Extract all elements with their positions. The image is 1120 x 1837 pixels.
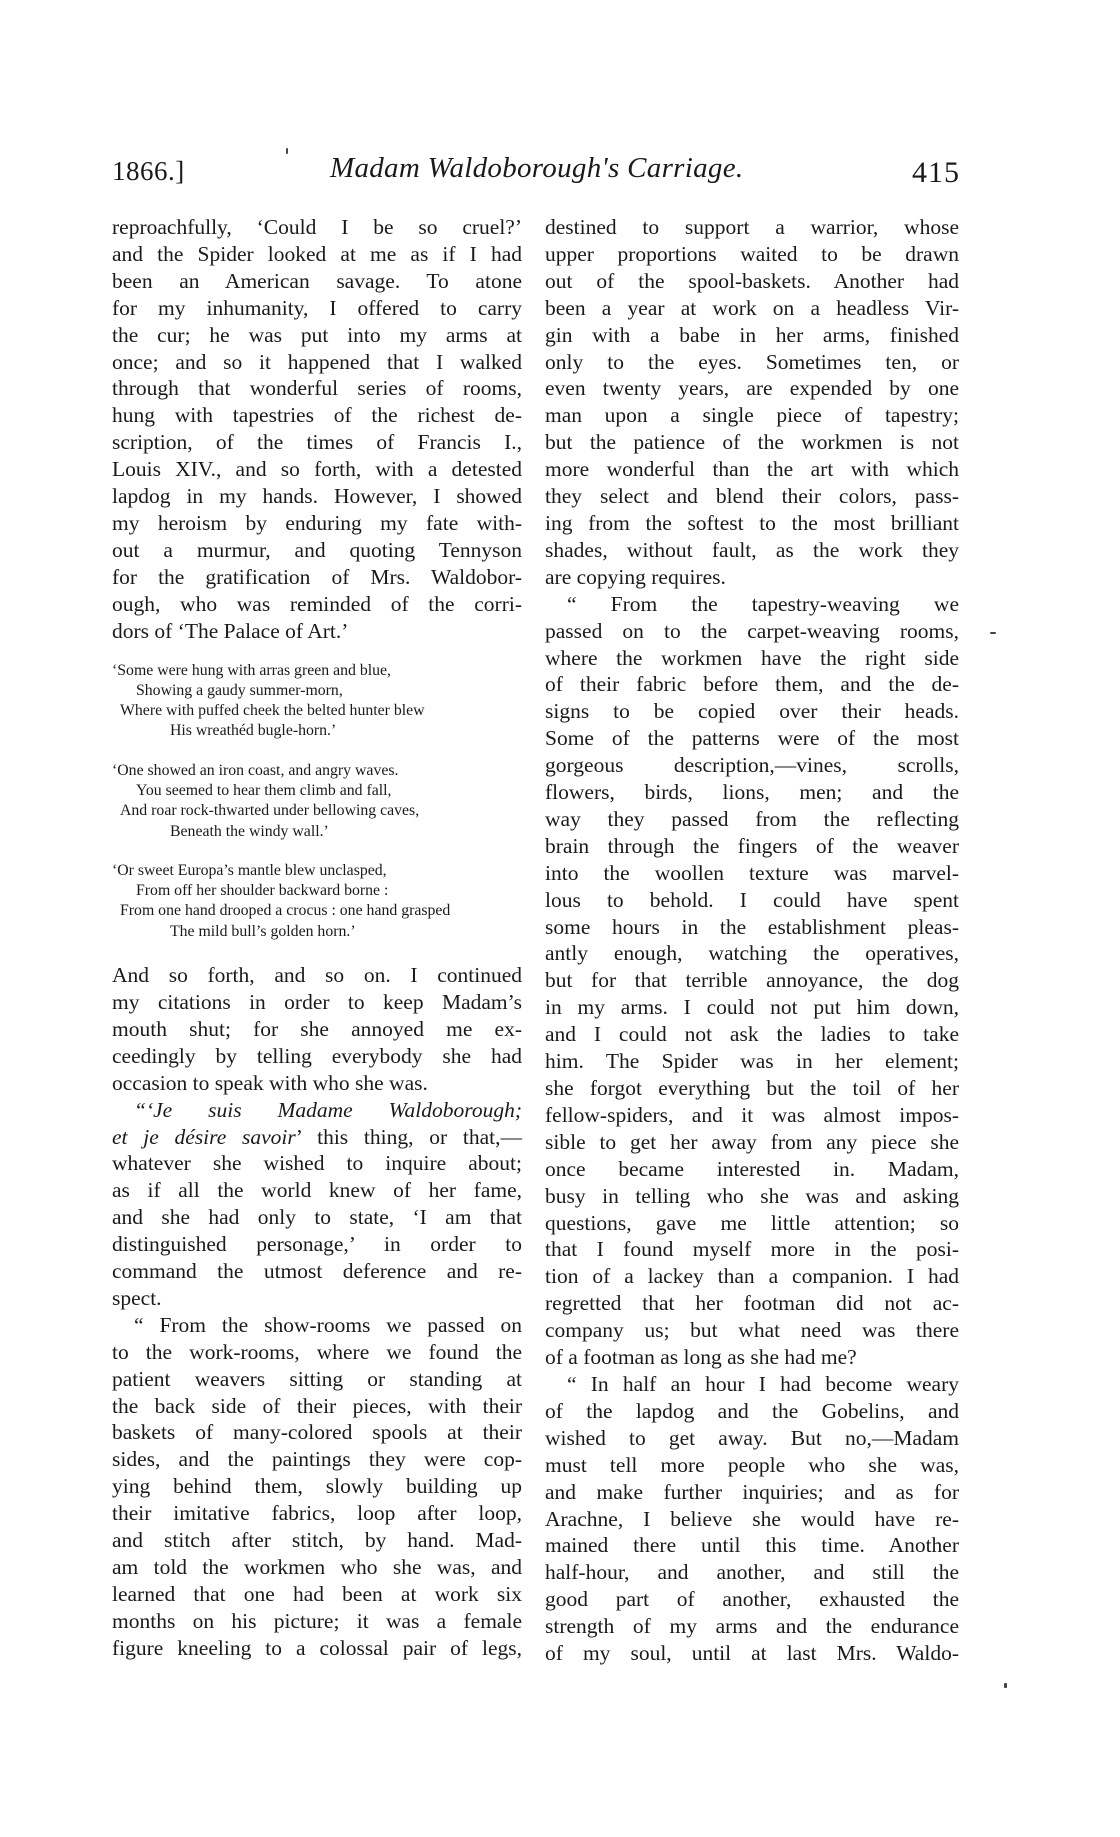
text-line: flowers, birds, lions, men; and the [545,780,959,805]
text-line: she forgot everything but the toil of her [545,1076,959,1100]
text-line: fellow-spiders, and it was almost impos- [545,1102,959,1127]
paragraph [545,591,959,1371]
text-line: figure kneeling to a colossal pair of legs, [112,1635,522,1660]
verse-line: From off her shoulder backward borne : [136,882,389,900]
text-line: and I could not ask the ladies to take [545,1022,959,1047]
text-line: for the gratification of Mrs. Waldobor- [112,564,522,589]
running-header [112,152,960,196]
text-line: sible to get her away from any piece she [545,1129,959,1154]
text-line: once became interested in. Madam, [545,1156,959,1181]
text-line: distinguished personage,’ in order to [112,1232,522,1257]
paragraph [112,962,522,1097]
verse-line: The mild bull’s golden horn.’ [170,922,356,940]
text-line: passed on to the carpet-weaving rooms, [545,618,959,643]
text-line: been an American savage. To atone [112,268,522,293]
text-line: ing from the softest to the most brilliant [545,510,959,535]
text-line: Some of the patterns were of the most [545,726,959,751]
text-line: half-hour, and another, and still the [545,1560,959,1585]
text-line: lous to behold. I could have spent [545,887,959,912]
stanza [112,661,522,742]
italic-quote: et je désire savoir [112,1124,296,1149]
text-line: am told the workmen who she was, and [112,1555,522,1579]
text-line: command the utmost deference and re- [112,1259,522,1284]
verse-line: You seemed to hear them climb and fall, [136,781,392,799]
text-line: of a footman as long as she had me? [545,1345,857,1370]
text-line: that I found myself more in the posi- [545,1237,959,1262]
text-line: mained there until this time. Another [545,1533,959,1558]
text-line: good part of another, exhausted the [545,1587,959,1612]
text-line: must tell more people who she was, [545,1452,959,1477]
text-line: hung with tapestries of the richest de- [112,403,522,428]
text-line: destined to support a warrior, whose [545,215,959,239]
text-line: in my arms. I could not put him down, [545,995,959,1020]
running-title: Madam Waldoborough's Carriage. [330,152,744,184]
text-line: to the work-rooms, where we found the [112,1339,522,1364]
scan-speck [990,632,996,634]
text-line: whatever she wished to inquire about; [112,1151,522,1176]
verse-line: Where with puffed cheek the belted hunter blew [120,702,425,720]
text-line: way they passed from the reflecting [545,806,959,831]
paragraph [112,1097,522,1312]
text-line: baskets of many-colored spools at their [112,1420,522,1445]
text-line: signs to be copied over their heads. [545,699,959,724]
text-line: of my soul, until at last Mrs. Waldo- [545,1641,959,1666]
text-line: company us; but what need was there [545,1318,959,1343]
text-line: even twenty years, are expended by one [545,376,959,401]
right-column [545,214,959,1667]
text-line: patient weavers sitting or standing at [112,1366,522,1391]
text-line: questions, gave me little attention; so [545,1210,959,1235]
text-line: ceedingly by telling everybody she had [112,1043,522,1068]
scan-speck [286,148,288,154]
text-line: and the Spider looked at me as if I had [112,241,522,266]
text-line: once; and so it happened that I walked [112,349,522,374]
text-line: lapdog in my hands. However, I showed [112,484,522,509]
paragraph [112,1312,522,1662]
text-line: occasion to speak with who she was. [112,1070,428,1095]
text-line: through that wonderful series of rooms, [112,376,522,401]
text-line: ying behind them, slowly building up [112,1474,522,1499]
paragraph [545,1371,959,1667]
text-line: gorgeous description,—vines, scrolls, [545,753,959,778]
text-line: and she had only to state, ‘I am that [112,1205,522,1230]
text-line: ough, who was reminded of the corri- [112,591,522,616]
stanza [112,761,522,842]
text-line: but the patience of the workmen is not [545,430,959,455]
text-line: “ In half an hour I had become weary [567,1371,959,1396]
text-fragment: ’ this thing, or that,— [295,1124,522,1149]
text-line: out a murmur, and quoting Tennyson [112,537,522,562]
text-line: tion of a lackey than a companion. I had [545,1264,959,1289]
verse-line: ‘Or sweet Europa’s mantle blew unclasped, [112,861,387,879]
text-line: learned that one had been at work six [112,1581,522,1606]
text-line: busy in telling who she was and asking [545,1183,959,1208]
text-line: of the lapdog and the Gobelins, and [545,1398,959,1423]
text-line: only to the eyes. Sometimes ten, or [545,349,959,374]
header-year: 1866.] [112,156,185,186]
text-line: spect. [112,1285,162,1310]
text-line: been a year at work on a headless Vir- [545,295,959,320]
page-number: 415 [912,156,960,189]
text-line: the cur; he was put into my arms at [112,322,522,347]
text-line: the back side of their pieces, with their [112,1393,522,1418]
verse-line: And roar rock-thwarted under bellowing caves, [120,802,420,820]
text-line: out of the spool-baskets. Another had [545,268,959,293]
text-line: their imitative fabrics, loop after loop, [112,1501,522,1526]
text-line: “ From the tapestry-weaving we [567,591,959,616]
text-line: where the workmen have the right side [545,645,959,670]
left-column [112,214,522,1662]
text-line: wished to get away. But no,—Madam [545,1425,959,1450]
text-line: strength of my arms and the endurance [545,1614,959,1639]
text-line: gin with a babe in her arms, finished [545,322,959,347]
text-line: my citations in order to keep Madam’s [112,989,522,1014]
text-line: shades, without fault, as the work they [545,537,959,562]
text-line: antly enough, watching the operatives, [545,941,959,966]
verse-line: ‘One showed an iron coast, and angry waves. [112,761,399,779]
text-line: of their fabric before them, and the de- [545,672,959,697]
text-line: scription, of the times of Francis I., [112,430,522,455]
scan-speck [1004,1683,1007,1688]
text-line: Arachne, I believe she would have re- [545,1506,959,1531]
paragraph [112,214,522,645]
text-line: regretted that her footman did not ac- [545,1291,959,1316]
text-line: upper proportions waited to be drawn [545,241,959,266]
verse-line: Showing a gaudy summer-morn, [136,681,343,699]
text-line: And so forth, and so on. I continued [112,963,522,988]
text-line: “ From the show-rooms we passed on [134,1312,522,1337]
text-line: mouth shut; for she annoyed me ex- [112,1016,522,1041]
verse-line: ‘Some were hung with arras green and blue, [112,661,391,679]
text-line: man upon a single piece of tapestry; [545,403,959,428]
verse-quotation [112,661,522,943]
text-line: for my inhumanity, I offered to carry [112,295,522,320]
text-line: my heroism by enduring my fate with- [112,510,522,535]
text-line: brain through the fingers of the weaver [545,833,959,858]
verse-line: His wreathéd bugle-horn.’ [170,722,337,740]
verse-line: From one hand drooped a crocus : one hand grasped [120,902,451,920]
text-line: some hours in the establishment pleas- [545,914,959,939]
text-line: into the woollen texture was marvel- [545,860,959,885]
text-line: they select and blend their colors, pass- [545,484,959,509]
text-line: more wonderful than the art with which [545,457,959,482]
paragraph [545,214,959,591]
italic-quote: “‘Je suis Madame Waldoborough; [134,1097,522,1122]
text-line: and make further inquiries; and as for [545,1479,959,1504]
text-line: are copying requires. [545,564,726,589]
text-line: sides, and the paintings they were cop- [112,1447,522,1472]
text-line: him. The Spider was in her element; [545,1049,959,1074]
text-line: months on his picture; it was a female [112,1608,522,1633]
text-line: Louis XIV., and so forth, with a detested [112,457,522,482]
text-line: reproachfully, ‘Could I be so cruel?’ [112,215,522,239]
text-line [112,1097,522,1124]
text-line: dors of ‘The Palace of Art.’ [112,618,349,643]
text-line: but for that terrible annoyance, the dog [545,968,959,993]
text-line [112,1124,522,1151]
stanza [112,861,522,942]
verse-line: Beneath the windy wall.’ [170,822,329,840]
text-line: as if all the world knew of her fame, [112,1178,522,1203]
text-line: and stitch after stitch, by hand. Mad- [112,1528,522,1553]
